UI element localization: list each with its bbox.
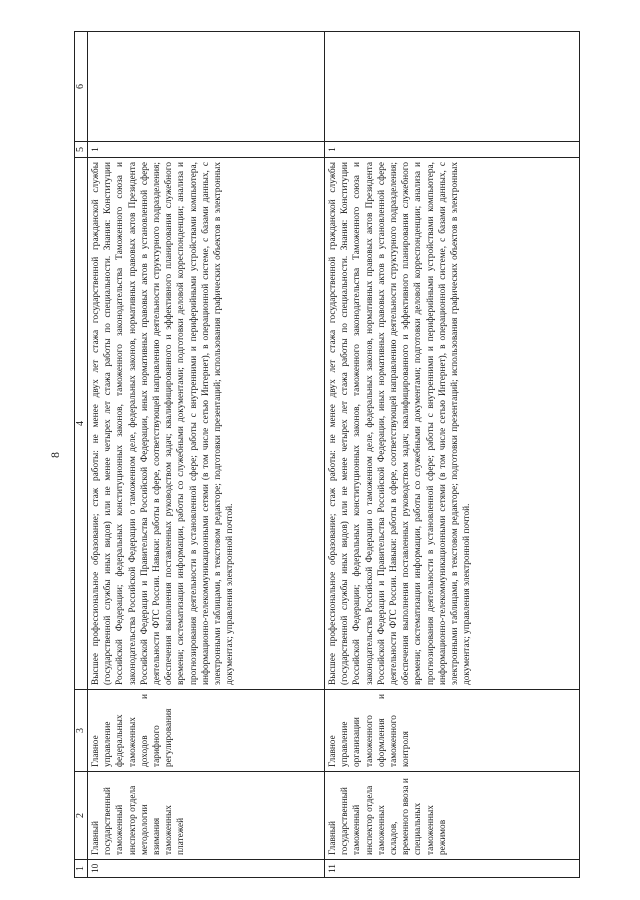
- qualification-requirements: Высшее профессиональное образование; стаж работы: не менее двух лет стажа государственной гражданской службы (государственной службы иных видов) или не менее четырех лет стажа работы по специальности. Знания: Конституции Российской Федерации; федеральных конституционных законов, таможенного законодательства Таможенного союза и законодательства Российской Федерации о таможенном деле, федеральных законов, нормативных правовых актов Президента Российской Федерации и Правительства Российской Федерации, иных нормативных правовых актов в установленной сфере деятельности ФТС России. Навыки: работы в сфере, соответствующей направлению деятельности структурного подразделения; обеспечения выполнения поставленных руководством задач; квалифицированного и эффективного планирования служебного времени; систематизации информации, работы со служебными документами; подготовки деловой корреспонденции; анализа и прогнозирования деятельности в установленной сфере; работы с внутренними и периферийными устройствами компьютера, информационно-телекоммуникационными сетями (в том числе сетью Интернет), в операционной системе, с базами данных, с электронными таблицами, в текстовом редакторе; подготовки презентаций; использования графических объектов в электронных документах; управления электронной почтой.: [325, 158, 580, 690]
- row-number: 11: [325, 860, 580, 878]
- page-number: 8: [48, 452, 62, 458]
- vacancy-count: 1: [88, 142, 325, 158]
- table-row: [88, 32, 325, 878]
- column-number: 5: [75, 142, 88, 158]
- column-number: 3: [75, 690, 88, 772]
- column-number: 1: [75, 860, 88, 878]
- extra-cell: [88, 32, 325, 142]
- department-name: Главное управление организации таможенного оформления и таможенного контроля: [325, 690, 580, 772]
- column-number: 4: [75, 158, 88, 690]
- position-title: Главный государственный таможенный инспектор отдела методологии взимания таможенных платежей: [88, 772, 325, 860]
- vacancy-table: [74, 31, 580, 878]
- table-row: [325, 32, 580, 878]
- column-number-row: [75, 32, 88, 878]
- vacancy-count: 1: [325, 142, 580, 158]
- qualification-requirements: Высшее профессиональное образование; стаж работы: не менее двух лет стажа государственной гражданской службы (государственной службы иных видов) или не менее четырех лет стажа работы по специальности. Знания: Конституции Российской Федерации; федеральных конституционных законов, таможенного законодательства Таможенного союза и законодательства Российской Федерации о таможенном деле, федеральных законов, нормативных правовых актов Президента Российской Федерации и Правительства Российской Федерации, иных нормативных правовых актов в установленной сфере деятельности ФТС России. Навыки: работы в сфере, соответствующей направлению деятельности структурного подразделения; обеспечения выполнения поставленных руководством задач; квалифицированного и эффективного планирования служебного времени; систематизации информации, работы со служебными документами; подготовки деловой корреспонденции; анализа и прогнозирования деятельности в установленной сфере; работы с внутренними и периферийными устройствами компьютера, информационно-телекоммуникационными сетями (в том числе сетью Интернет), в операционной системе, с базами данных, с электронными таблицами, в текстовом редакторе; подготовки презентаций; использования графических объектов в электронных документах; управления электронной почтой.: [88, 158, 325, 690]
- extra-cell: [325, 32, 580, 142]
- position-title: Главный государственный таможенный инспектор отдела таможенных складов, временного ввоза и специальных таможенных режимов: [325, 772, 580, 860]
- column-number: 2: [75, 772, 88, 860]
- document-page: [30, 32, 596, 878]
- department-name: Главное управление федеральных таможенных доходов и тарифного регулирования: [88, 690, 325, 772]
- row-number: 10: [88, 860, 325, 878]
- column-number: 6: [75, 32, 88, 142]
